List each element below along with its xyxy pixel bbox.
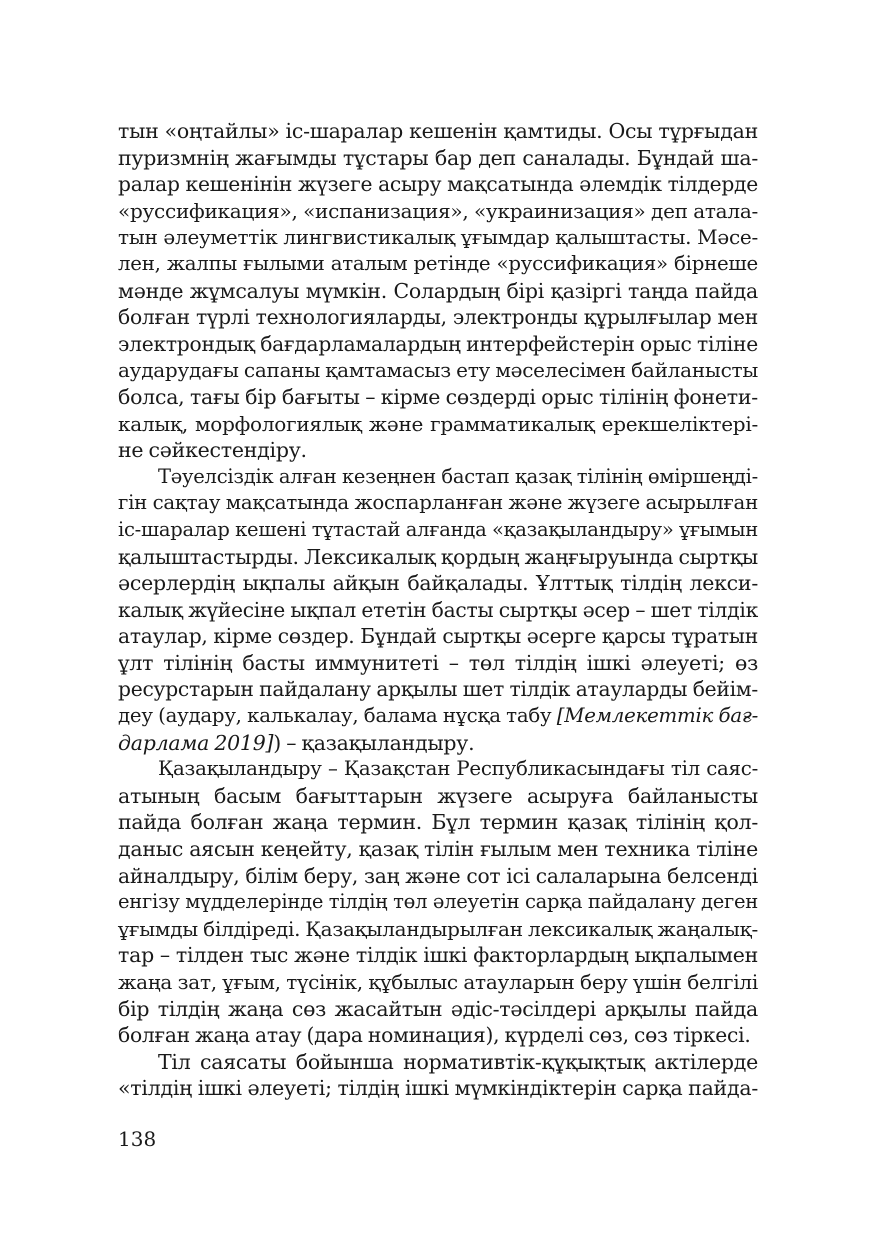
text-line: ұғымды білдіреді. Қазақыландырылған лексикалық жаңалық- [118,916,758,941]
body-text [118,118,758,1102]
text-line: лен, жалпы ғылыми аталым ретінде «руссификация» бірнеше [118,251,758,275]
text-line: аударудағы сапаны қамтамасыз ету мәселесімен байланысты [118,358,758,383]
text-line: калық, морфологиялық және грамматикалық ерекшеліктері- [118,411,758,436]
citation-source: дарлама 2019] [118,730,274,755]
text-line: әсерлердің ықпалы айқын байқалады. Ұлттық тілдің лекси- [118,571,758,596]
text-line: Тәуелсіздік алған кезеңнен бастап қазақ тілінің өміршеңді- [158,464,758,488]
text-line: тын «оңтайлы» іс-шаралар кешенін қамтиды. Осы тұрғыдан [118,119,758,143]
text-line: пуризмнің жағымды тұстары бар деп саналады. Бұндай ша- [118,145,758,170]
text-line: іс-шаралар кешені тұтастай алғанда «қазақыландыру» ұғымын [118,517,758,541]
citation-bracket: [ [556,704,565,728]
paragraph-3 [118,756,758,1049]
paragraph-2 [118,464,758,757]
text-segment: деу (аудару, калькалау, балама нұсқа табу [118,704,557,728]
text-line: болған түрлі технологияларды, электронды құрылғылар мен [118,305,758,330]
text-line [118,730,758,757]
text-line: ралар кешенінін жүзеге асыру мақсатында әлемдік тілдерде [118,172,758,197]
text-line: бір тілдің жаңа сөз жасайтын әдіс-тәсілдері арқылы пайда [118,996,758,1021]
text-line: ресурстарын пайдалану арқылы шет тілдік атауларды бейім- [118,677,758,702]
text-line: қалыштастырды. Лексикалық қордың жаңғыруында сыртқы [118,544,758,569]
text-line: атаулар, кірме сөздер. Бұндай сыртқы әсерге қарсы тұратын [118,624,758,649]
text-line: ұлт тілінің басты иммунитеті – төл тілдің ішкі әлеуеті; өз [118,650,758,675]
text-line: енгізу мүдделерінде тілдің төл әлеуетін сарқа пайдалану деген [118,890,758,914]
text-line: не сәйкестендіру. [118,438,307,463]
page-number: 138 [118,1127,157,1151]
text-line: айналдыру, білім беру, заң және сот ісі салаларына белсенді [118,863,758,888]
text-line: «руссификация», «испанизация», «украинизация» деп атала- [118,198,758,223]
text-line: пайда болған жаңа термин. Бұл термин қазақ тілінің қол- [118,810,758,835]
paragraph-4 [118,1049,758,1102]
citation-source: Мемлекеттік бағ- [564,704,758,728]
text-line: тар – тілден тыс және тілдік ішкі факторлардың ықпалымен [118,943,758,968]
text-segment: ) – қазақыландыру. [273,730,475,755]
text-line: болған жаңа атау (дара номинация), күрделі сөз, сөз тіркесі. [118,1023,751,1048]
text-line: атының басым бағыттарын жүзеге асыруға байланысты [118,783,758,808]
text-line: калық жүйесіне ықпал ететін басты сыртқы әсер – шет тілдік [118,597,758,622]
text-line: «тілдің ішкі әлеуеті; тілдің ішкі мүмкіндіктерін сарқа пайда- [118,1076,758,1101]
text-line: болса, тағы бір бағыты – кірме сөздерді орыс тілінің фонети- [118,384,758,409]
text-line: Тіл саясаты бойынша нормативтік-құқықтық актілерде [158,1049,758,1074]
text-line: тын әлеуметтік лингвистикалық ұғымдар қалыштасты. Мәсе- [118,225,758,250]
text-line: гін сақтау мақсатында жоспарланған және жүзеге асырылған [118,491,758,515]
text-line: даныс аясын кеңейту, қазақ тілін ғылым мен техника тіліне [118,837,758,862]
text-line: электрондық бағдарламалардың интерфейстерін орыс тіліне [118,331,758,356]
text-line: мәнде жұмсалуы мүмкін. Солардың бірі қазіргі таңда пайда [118,278,758,303]
text-line: Қазақыландыру – Қазақстан Республикасындағы тіл саяс- [158,757,758,781]
text-line [118,703,758,730]
text-line: жаңа зат, ұғым, түсінік, құбылыс атауларын беру үшін белгілі [118,970,758,994]
paragraph-1 [118,118,758,464]
